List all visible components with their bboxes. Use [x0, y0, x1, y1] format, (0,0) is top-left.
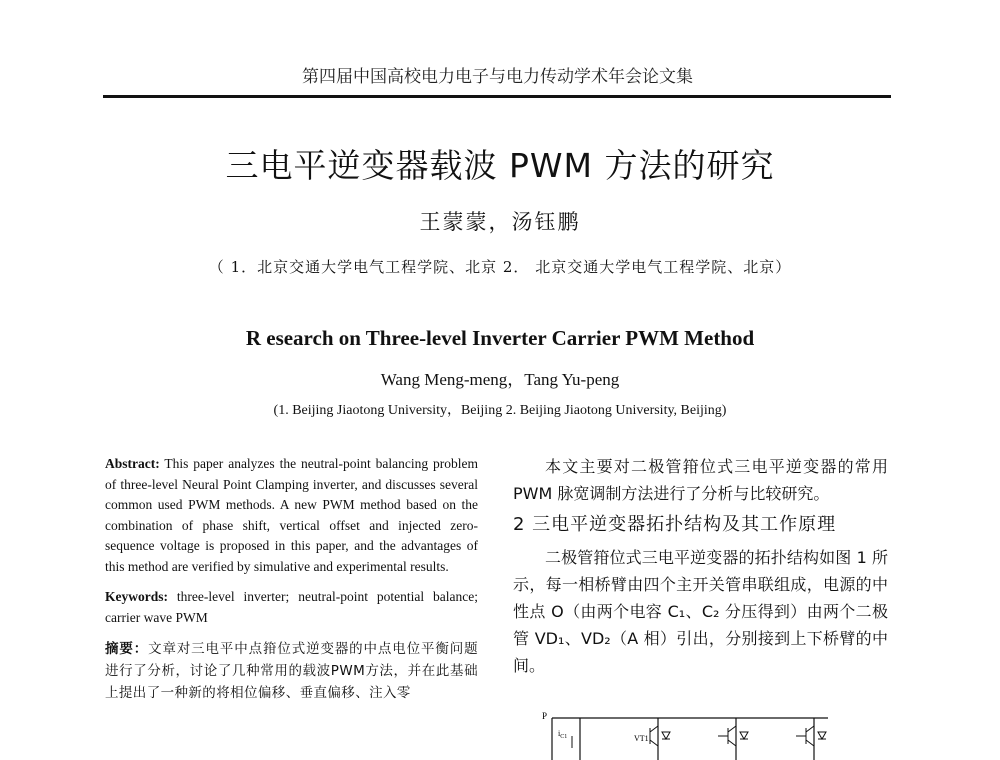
right-column — [513, 453, 888, 679]
abstract-text: This paper analyzes the neutral-point balancing problem of three-level Neural Point Clamping inverter, and discusses several common used PWM methods. A new PWM method based on the combination of phase shift, vertical offset and injected zero-sequence voltage is proposed in this paper, and the advantages of this method are verified by simulative and experimental results. — [105, 456, 478, 574]
abstract-cn-paragraph — [105, 638, 478, 704]
abstract-cn-label: 摘要： — [105, 641, 149, 657]
affiliation-en: (1. Beijing Jiaotong University，Beijing 2. Beijing Jiaotong University, Beijing) — [273, 403, 727, 418]
paper-title-cn: 三电平逆变器载波 PWM 方法的研究 — [225, 146, 775, 185]
header-rule — [103, 95, 891, 98]
abstract-label: Abstract: — [105, 456, 160, 471]
authors-en: Wang Meng-meng，Tang Yu-peng — [380, 370, 620, 389]
topology-paragraph: 二极管箝位式三电平逆变器的拓扑结构如图 1 所示，每一相桥臂由四个主开关管串联组成，电源的中性点 O（由两个电容 C₁、C₂ 分压得到）由两个二极管 VD₁、VD₂（A 相）引出，分别接到上下桥臂的中间。 — [513, 548, 888, 675]
keywords-label: Keywords: — [105, 589, 168, 604]
paper-title-en: R esearch on Three-level Inverter Carrier PWM Method — [245, 326, 755, 350]
ic1-label: $i_{C1}$ — [558, 729, 568, 740]
affiliation-cn: （ 1．北京交通大学电气工程学院、北京 2． 北京交通大学电气工程学院、北京） — [208, 258, 792, 276]
left-column — [105, 454, 478, 714]
section-heading: 2 三电平逆变器拓扑结构及其工作原理 — [513, 514, 837, 535]
abstract-paragraph — [105, 454, 478, 577]
authors-cn: 王蒙蒙，汤钰鹏 — [419, 210, 581, 234]
proceedings-header: 第四届中国高校电力电子与电力传动学术年会论文集 — [302, 67, 693, 87]
switch-vt5-symbol — [796, 726, 826, 746]
keywords-text: three-level inverter; neutral-point potential balance; carrier wave PWM — [105, 589, 478, 625]
vt1-label: VT1 — [634, 734, 649, 743]
node-p-label: P — [542, 711, 548, 721]
inverter-circuit-figure — [538, 708, 838, 760]
switch-vt3-symbol — [718, 726, 748, 746]
intro-paragraph: 本文主要对二极管箝位式三电平逆变器的常用 PWM 脉宽调制方法进行了分析与比较研究。 — [513, 457, 888, 503]
switch-vt1-symbol — [650, 726, 670, 746]
abstract-cn-text: 文章对三电平中点箝位式逆变器的中点电位平衡问题进行了分析，讨论了几种常用的载波PWM方法，并在此基础上提出了一种新的将相位偏移、垂直偏移、注入零 — [105, 641, 478, 701]
keywords-paragraph — [105, 587, 478, 628]
